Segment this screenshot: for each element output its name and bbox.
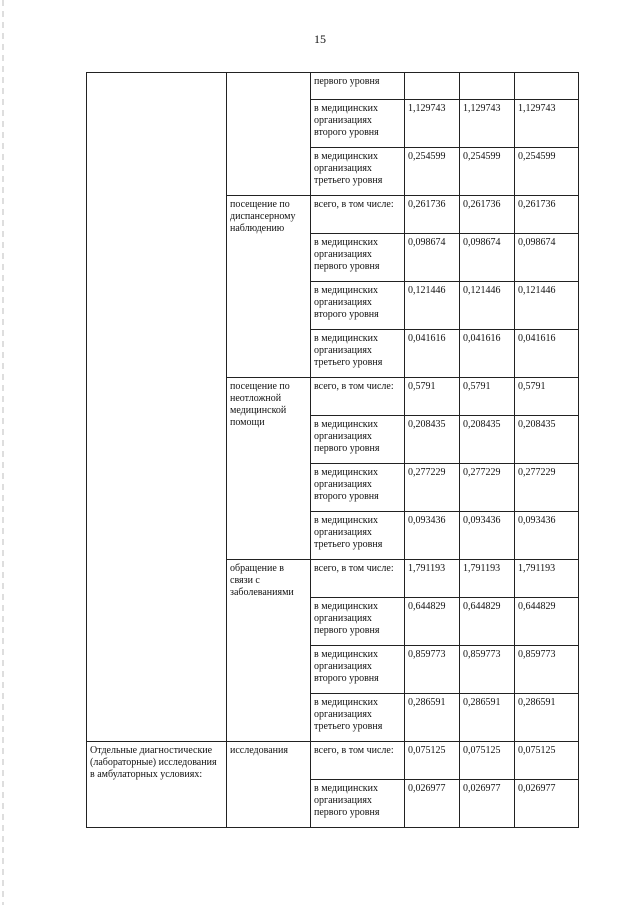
value-cell: 0,859773 bbox=[515, 646, 579, 694]
group-label-studies: исследования bbox=[227, 742, 311, 828]
group-label-urgent: посещение по неотложной медицинской помощи bbox=[227, 378, 311, 560]
value-cell: 0,5791 bbox=[515, 378, 579, 416]
value-cell: 0,026977 bbox=[405, 780, 460, 828]
row-description: в медицинских организациях третьего уровня bbox=[311, 512, 405, 560]
row-description: в медицинских организациях второго уровня bbox=[311, 464, 405, 512]
group-label-disease: обращение в связи с заболеваниями bbox=[227, 560, 311, 742]
table-row bbox=[87, 742, 579, 780]
group-label-dispensary: посещение по диспансерному наблюдению bbox=[227, 196, 311, 378]
value-cell: 0,208435 bbox=[460, 416, 515, 464]
value-cell: 0,075125 bbox=[460, 742, 515, 780]
value-cell: 0,254599 bbox=[405, 148, 460, 196]
value-cell: 0,093436 bbox=[515, 512, 579, 560]
value-cell: 0,277229 bbox=[515, 464, 579, 512]
value-cell: 0,075125 bbox=[515, 742, 579, 780]
tariff-table bbox=[86, 72, 579, 828]
section-cell-continued bbox=[87, 73, 227, 742]
row-description: в медицинских организациях первого уровня bbox=[311, 780, 405, 828]
value-cell: 0,261736 bbox=[515, 196, 579, 234]
value-cell: 0,644829 bbox=[460, 598, 515, 646]
table-row bbox=[87, 73, 579, 100]
value-cell: 0,644829 bbox=[515, 598, 579, 646]
row-description: в медицинских организациях третьего уровня bbox=[311, 148, 405, 196]
row-description: в медицинских организациях третьего уровня bbox=[311, 330, 405, 378]
row-description: всего, в том числе: bbox=[311, 196, 405, 234]
row-description: в медицинских организациях второго уровня bbox=[311, 646, 405, 694]
value-cell: 1,791193 bbox=[515, 560, 579, 598]
value-cell: 0,859773 bbox=[460, 646, 515, 694]
value-cell: 0,098674 bbox=[515, 234, 579, 282]
value-cell: 0,277229 bbox=[460, 464, 515, 512]
value-cell: 0,075125 bbox=[405, 742, 460, 780]
section-title: Отдельные диагностические (лабораторные) исследования в амбулаторных условиях: bbox=[87, 742, 227, 828]
value-cell: 0,041616 bbox=[515, 330, 579, 378]
value-cell: 0,277229 bbox=[405, 464, 460, 512]
row-description: в медицинских организациях первого уровня bbox=[311, 234, 405, 282]
value-cell bbox=[515, 73, 579, 100]
value-cell: 0,093436 bbox=[460, 512, 515, 560]
value-cell: 0,286591 bbox=[405, 694, 460, 742]
row-description: в медицинских организациях первого уровня bbox=[311, 598, 405, 646]
value-cell: 0,5791 bbox=[405, 378, 460, 416]
value-cell: 0,098674 bbox=[460, 234, 515, 282]
value-cell: 0,121446 bbox=[460, 282, 515, 330]
row-description: первого уровня bbox=[311, 73, 405, 100]
row-description: в медицинских организациях второго уровня bbox=[311, 100, 405, 148]
value-cell: 0,644829 bbox=[405, 598, 460, 646]
value-cell: 0,859773 bbox=[405, 646, 460, 694]
row-description: всего, в том числе: bbox=[311, 742, 405, 780]
value-cell: 0,208435 bbox=[515, 416, 579, 464]
value-cell: 0,208435 bbox=[405, 416, 460, 464]
value-cell: 0,121446 bbox=[515, 282, 579, 330]
value-cell: 0,041616 bbox=[405, 330, 460, 378]
value-cell: 0,026977 bbox=[460, 780, 515, 828]
value-cell: 0,041616 bbox=[460, 330, 515, 378]
row-description: всего, в том числе: bbox=[311, 378, 405, 416]
scan-edge-artifact bbox=[2, 0, 4, 905]
row-description: всего, в том числе: bbox=[311, 560, 405, 598]
value-cell: 1,129743 bbox=[405, 100, 460, 148]
value-cell: 1,129743 bbox=[515, 100, 579, 148]
value-cell: 0,5791 bbox=[460, 378, 515, 416]
value-cell: 0,254599 bbox=[515, 148, 579, 196]
value-cell: 0,254599 bbox=[460, 148, 515, 196]
value-cell: 0,026977 bbox=[515, 780, 579, 828]
value-cell: 0,286591 bbox=[460, 694, 515, 742]
value-cell bbox=[460, 73, 515, 100]
value-cell: 0,098674 bbox=[405, 234, 460, 282]
value-cell: 0,286591 bbox=[515, 694, 579, 742]
value-cell: 0,093436 bbox=[405, 512, 460, 560]
value-cell bbox=[405, 73, 460, 100]
value-cell: 0,121446 bbox=[405, 282, 460, 330]
value-cell: 0,261736 bbox=[405, 196, 460, 234]
row-description: в медицинских организациях второго уровня bbox=[311, 282, 405, 330]
value-cell: 1,791193 bbox=[405, 560, 460, 598]
row-description: в медицинских организациях третьего уровня bbox=[311, 694, 405, 742]
row-description: в медицинских организациях первого уровня bbox=[311, 416, 405, 464]
page-number: 15 bbox=[314, 32, 326, 46]
value-cell: 0,261736 bbox=[460, 196, 515, 234]
group-cell-continued bbox=[227, 73, 311, 196]
value-cell: 1,129743 bbox=[460, 100, 515, 148]
value-cell: 1,791193 bbox=[460, 560, 515, 598]
